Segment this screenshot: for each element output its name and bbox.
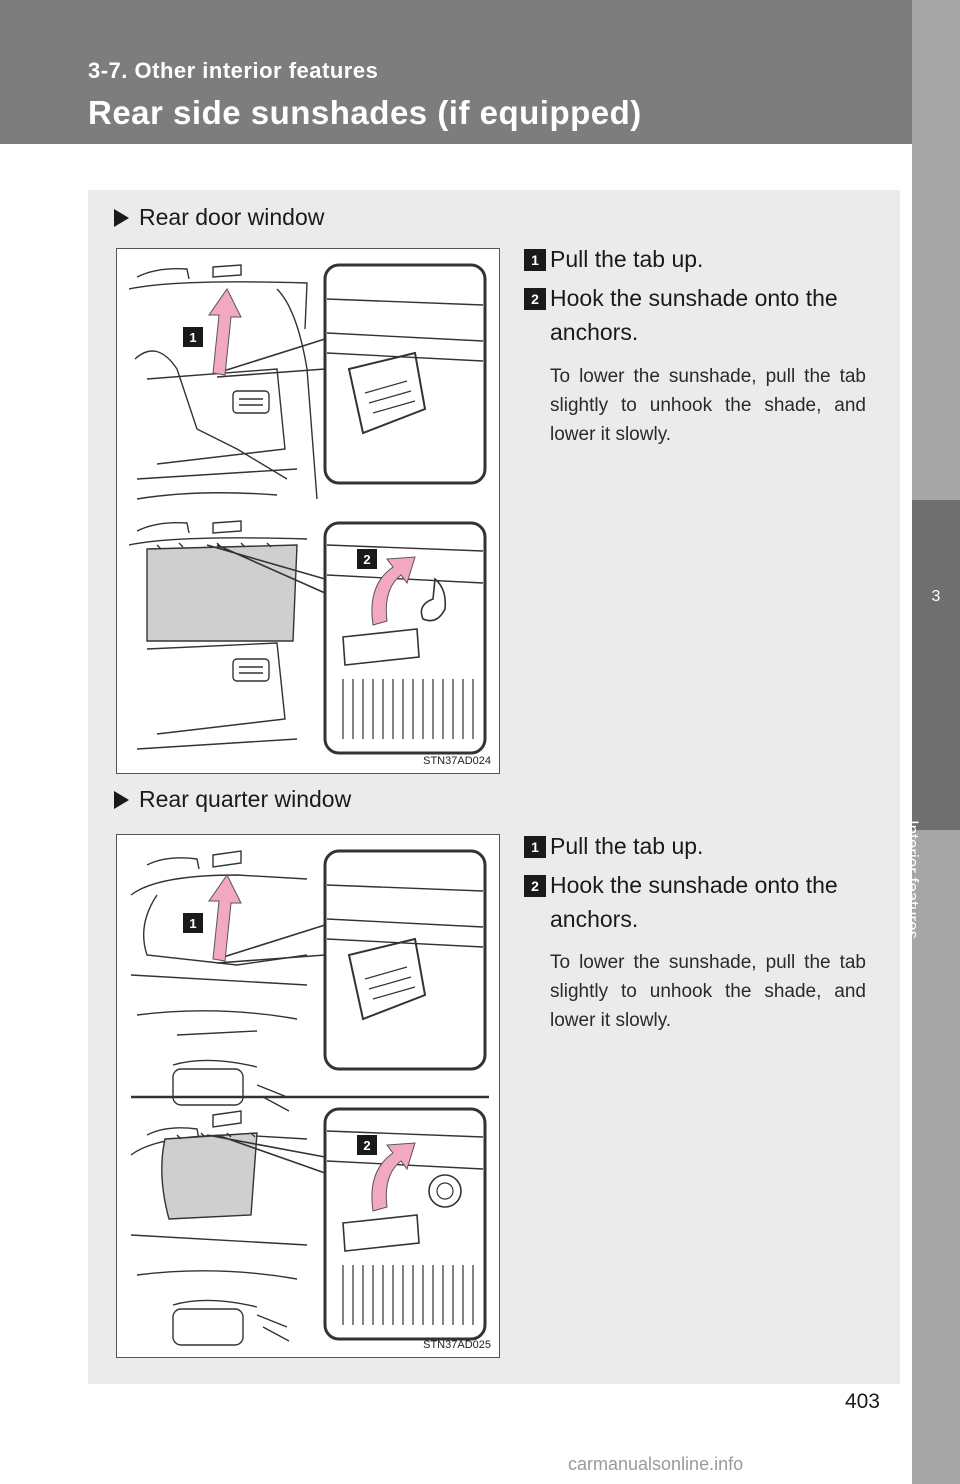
step-text: Hook the sunshade onto the anchors. (550, 285, 838, 345)
note-rear-door: To lower the sunshade, pull the tab slightly to unhook the shade, and lower it slowly. (550, 366, 866, 445)
section-heading-rear-quarter: Rear quarter window (114, 786, 351, 813)
step-number-badge: 1 (524, 249, 546, 271)
step-2-rear-door (524, 281, 870, 349)
triangle-bullet-icon (114, 791, 129, 809)
illustration-rear-quarter (116, 834, 500, 1358)
step-text: Pull the tab up. (550, 246, 704, 272)
note-rear-quarter: To lower the sunshade, pull the tab slightly to unhook the shade, and lower it slowly. (550, 952, 866, 1031)
chapter-number: 3 (931, 588, 941, 605)
rear-quarter-drawing (117, 835, 500, 1358)
step-number-badge: 2 (524, 875, 546, 897)
triangle-bullet-icon (114, 209, 129, 227)
section-heading-rear-door: Rear door window (114, 204, 324, 231)
section-label: 3-7. Other interior features (88, 58, 379, 83)
step-2-rear-quarter (524, 868, 870, 936)
step-text: Hook the sunshade onto the anchors. (550, 872, 838, 932)
figure-code: STN37AD025 (423, 1339, 491, 1351)
step-number-badge: 2 (524, 288, 546, 310)
step-number-badge: 1 (524, 836, 546, 858)
callout-2-label: 2 (363, 1138, 371, 1153)
side-tab-upper (912, 0, 960, 500)
watermark-text[interactable]: carmanualsonline.info (568, 1454, 744, 1474)
chapter-label: Interior features (903, 820, 922, 940)
illustration-rear-door (116, 248, 500, 774)
rear-door-drawing (117, 249, 500, 774)
step-1-rear-door (524, 242, 870, 276)
page-header (0, 0, 960, 144)
callout-1-label: 1 (189, 330, 197, 345)
page-title: Rear side sunshades (if equipped) (88, 94, 642, 131)
step-text: Pull the tab up. (550, 833, 704, 859)
figure-code: STN37AD024 (423, 755, 491, 767)
step-1-rear-quarter (524, 829, 870, 863)
page-number: 403 (844, 1390, 880, 1413)
callout-2-label: 2 (363, 552, 371, 567)
callout-1-label: 1 (189, 916, 197, 931)
side-tab-active[interactable] (912, 500, 960, 830)
